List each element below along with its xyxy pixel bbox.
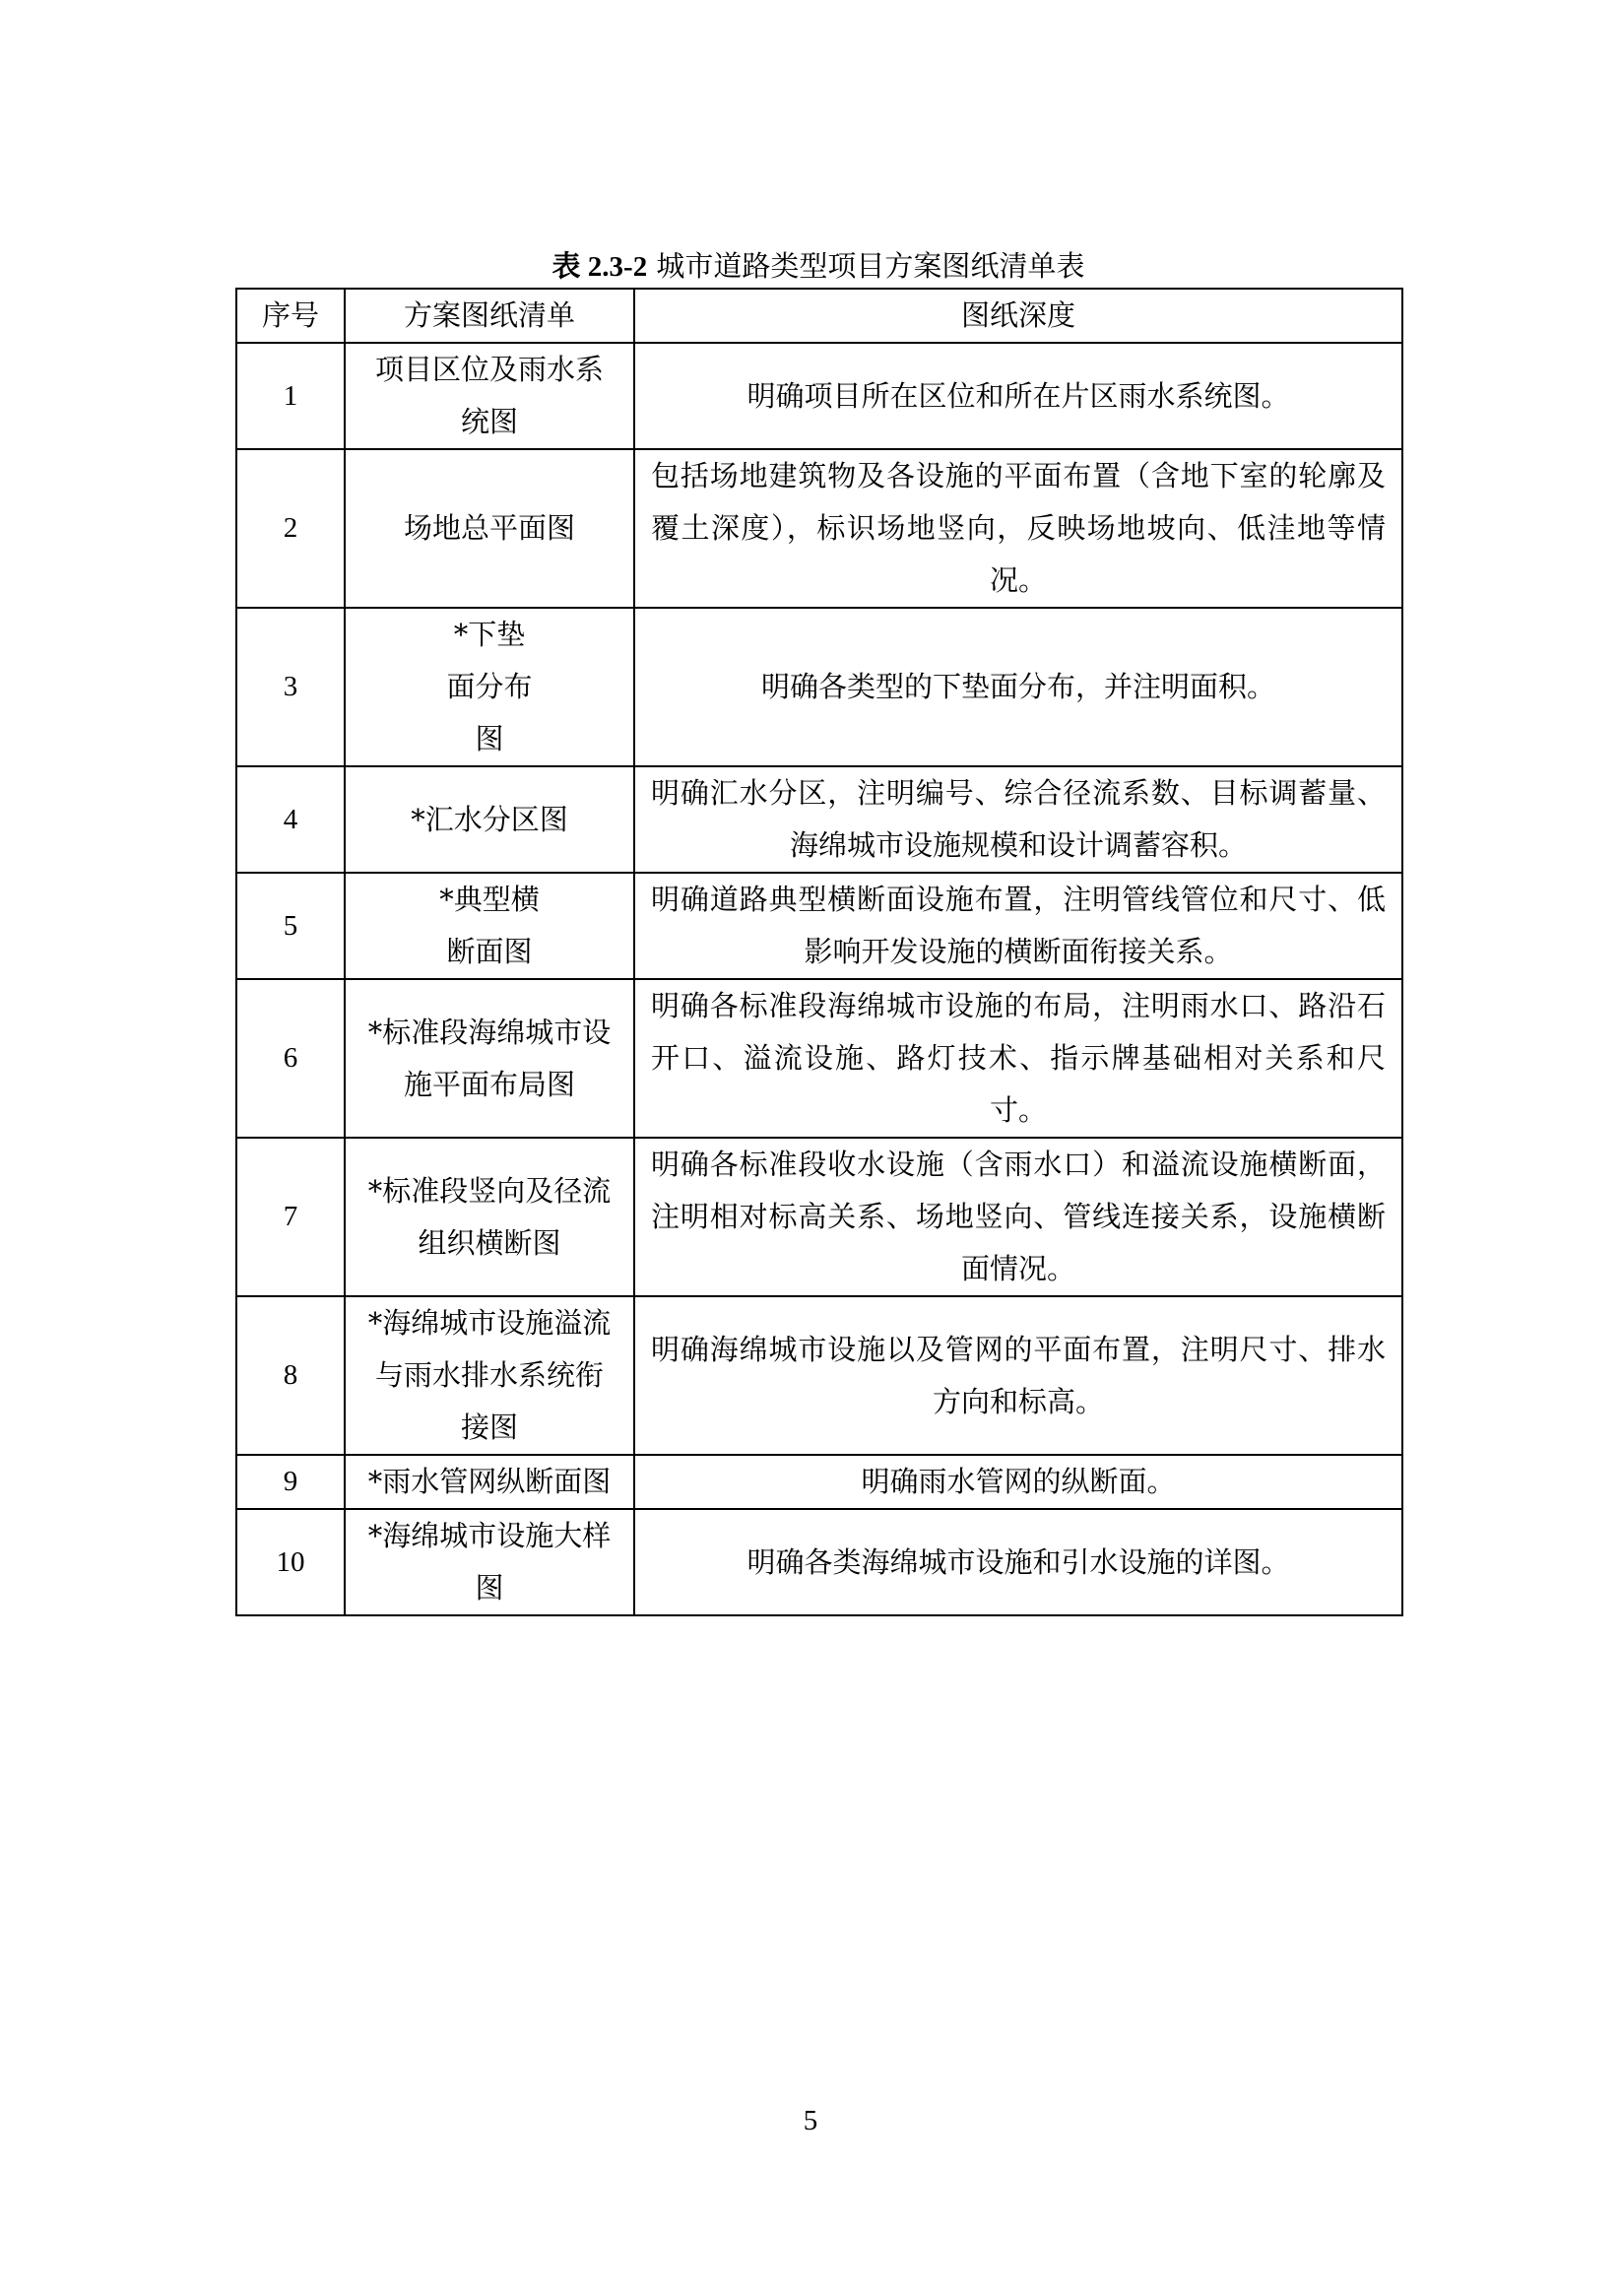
row-number: 4 (236, 766, 345, 873)
table-caption-number: 表 2.3-2 (551, 251, 648, 283)
table-caption (235, 246, 1401, 287)
row-drawing-name: *雨水管网纵断面图 (345, 1455, 634, 1509)
header-serial-number: 序号 (236, 289, 345, 343)
header-drawing-list: 方案图纸清单 (345, 289, 634, 343)
row-drawing-depth: 明确项目所在区位和所在片区雨水系统图。 (634, 343, 1402, 449)
row-drawing-depth: 明确道路典型横断面设施布置，注明管线管位和尺寸、低影响开发设施的横断面衔接关系。 (634, 873, 1402, 979)
row-drawing-depth: 明确各标准段海绵城市设施的布局，注明雨水口、路沿石开口、溢流设施、路灯技术、指示牌基础相对关系和尺寸。 (634, 979, 1402, 1138)
row-drawing-depth: 明确各类型的下垫面分布，并注明面积。 (634, 608, 1402, 766)
row-drawing-depth: 明确各类海绵城市设施和引水设施的详图。 (634, 1509, 1402, 1615)
row-drawing-name: *海绵城市设施溢流与雨水排水系统衔接图 (345, 1296, 634, 1455)
row-number: 2 (236, 449, 345, 608)
drawing-list-table (235, 288, 1403, 1616)
row-drawing-depth: 明确汇水分区，注明编号、综合径流系数、目标调蓄量、海绵城市设施规模和设计调蓄容积。 (634, 766, 1402, 873)
table-row (236, 1455, 1402, 1509)
row-drawing-depth: 明确各标准段收水设施（含雨水口）和溢流设施横断面，注明相对标高关系、场地竖向、管线连接关系，设施横断面情况。 (634, 1138, 1402, 1296)
row-number: 10 (236, 1509, 345, 1615)
table-row (236, 1509, 1402, 1615)
row-drawing-depth: 包括场地建筑物及各设施的平面布置（含地下室的轮廓及覆土深度），标识场地竖向，反映场地坡向、低洼地等情况。 (634, 449, 1402, 608)
row-number: 1 (236, 343, 345, 449)
table-row (236, 449, 1402, 608)
row-number: 8 (236, 1296, 345, 1455)
page-number: 5 (803, 2105, 818, 2136)
row-drawing-name: *海绵城市设施大样图 (345, 1509, 634, 1615)
row-drawing-depth: 明确雨水管网的纵断面。 (634, 1455, 1402, 1509)
row-drawing-name: *下垫面分布图 (345, 608, 634, 766)
table-row (236, 979, 1402, 1138)
row-number: 5 (236, 873, 345, 979)
table-row (236, 1296, 1402, 1455)
row-drawing-depth: 明确海绵城市设施以及管网的平面布置，注明尺寸、排水方向和标高。 (634, 1296, 1402, 1455)
row-drawing-name: 场地总平面图 (345, 449, 634, 608)
table-row (236, 1138, 1402, 1296)
table-caption-title: 城市道路类型项目方案图纸清单表 (647, 249, 1085, 283)
table-header-row (236, 289, 1402, 343)
table-row (236, 873, 1402, 979)
row-drawing-name: *标准段海绵城市设施平面布局图 (345, 979, 634, 1138)
row-number: 6 (236, 979, 345, 1138)
table-row (236, 343, 1402, 449)
row-drawing-name: *标准段竖向及径流组织横断图 (345, 1138, 634, 1296)
table-row (236, 766, 1402, 873)
table-row (236, 608, 1402, 766)
row-drawing-name: 项目区位及雨水系统图 (345, 343, 634, 449)
row-number: 9 (236, 1455, 345, 1509)
row-number: 3 (236, 608, 345, 766)
row-drawing-name: *典型横断面图 (345, 873, 634, 979)
header-drawing-depth: 图纸深度 (634, 289, 1402, 343)
row-number: 7 (236, 1138, 345, 1296)
row-drawing-name: *汇水分区图 (345, 766, 634, 873)
